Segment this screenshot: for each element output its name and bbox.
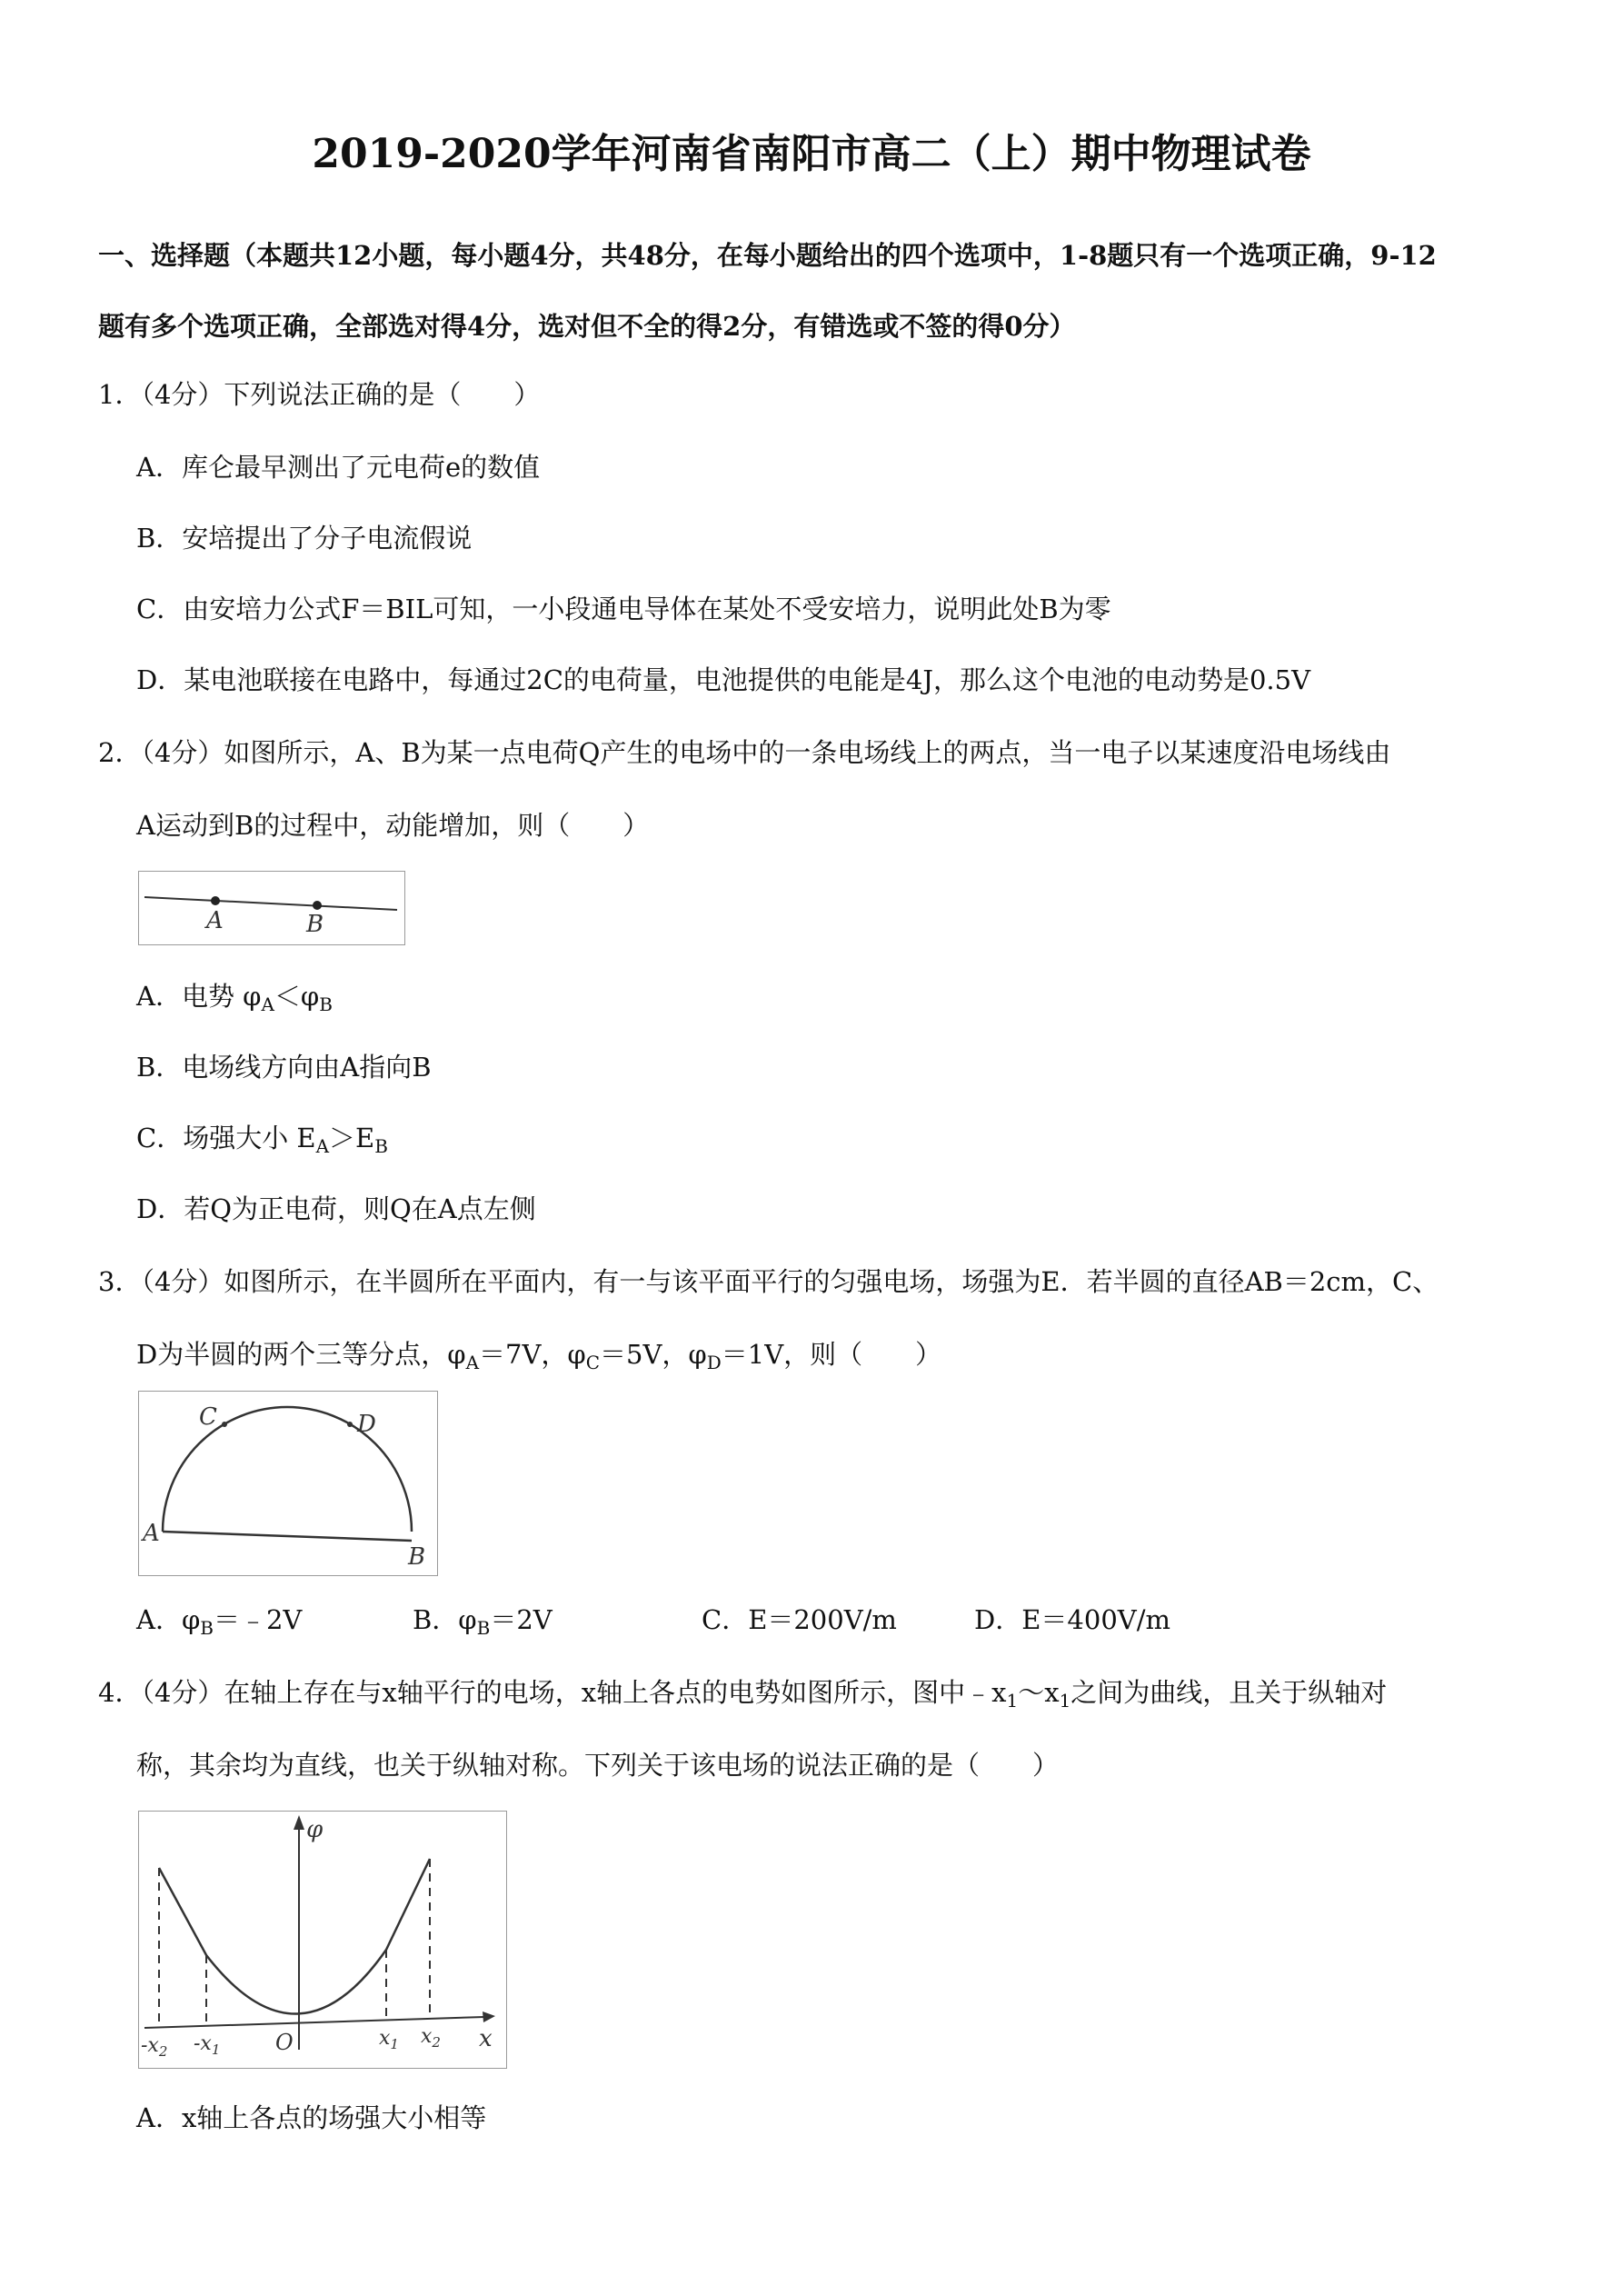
- q2-a-text: A．电势 φ: [136, 981, 262, 1012]
- tick-minus-x1-text: -x: [194, 2032, 212, 2055]
- q2-stem-line-1: 2．（4分）如图所示，A、B为某一点电荷Q产生的电场中的一条电场线上的两点，当一电子以某速度沿电场线由: [98, 737, 1391, 768]
- q2-c-sub-1: A: [315, 1135, 330, 1157]
- q2-a-sub-2: B: [319, 993, 333, 1015]
- q2-field-line-diagram: [139, 872, 404, 944]
- potential-curve: [159, 1859, 430, 2014]
- q1-option-b: B．安培提出了分子电流假说: [136, 523, 473, 554]
- q3-stem-text-3: ＝5V，φ: [600, 1339, 707, 1370]
- q4-stem-sub-1: 1: [1006, 1690, 1019, 1712]
- tick-x1-text: x: [379, 2027, 391, 2050]
- tick-x2: [421, 2025, 441, 2051]
- q1-stem: 1．（4分）下列说法正确的是（ ）: [98, 379, 541, 410]
- point-a-label: A: [206, 907, 224, 934]
- q4-stem-text-1: 4．（4分）在轴上存在与x轴平行的电场，x轴上各点的电势如图所示，图中﹣x: [98, 1677, 1007, 1708]
- tick-x1: [379, 2027, 399, 2052]
- tick-x2-sub: 2: [432, 2034, 441, 2051]
- tick-x1-sub: 1: [390, 2036, 399, 2052]
- q3-option-d: D．E＝400V/m: [974, 1604, 1170, 1635]
- q3-a-text-2: ＝﹣2V: [213, 1604, 303, 1635]
- tick-minus-x2-sub: 2: [158, 2043, 168, 2060]
- q3-a-text: A．φ: [136, 1604, 201, 1635]
- tick-minus-x2: [141, 2034, 167, 2060]
- q3-a-sub: B: [200, 1617, 214, 1639]
- section-line-1: 一、选择题（本题共12小题，每小题4分，共48分，在每小题给出的四个选项中，1-8题只有一个选项正确，9-12: [98, 240, 1437, 271]
- q4-figure-potential-graph: [138, 1811, 507, 2069]
- tick-minus-x1: [194, 2032, 220, 2058]
- point-d-label: D: [357, 1411, 376, 1438]
- q3-b-text: B．φ: [413, 1604, 477, 1635]
- q3-stem-text-1: D为半圆的两个三等分点，φ: [136, 1339, 466, 1370]
- point-a-label: A: [143, 1520, 160, 1547]
- tick-minus-x2-text: -x: [141, 2034, 159, 2057]
- section-line-2: 题有多个选项正确，全部选对得4分，选对但不全的得2分，有错选或不签的得0分）: [98, 311, 1076, 342]
- q2-c-text-2: ＞E: [329, 1123, 375, 1153]
- point-c-label: C: [199, 1403, 217, 1431]
- q2-stem-line-2: A运动到B的过程中，动能增加，则（ ）: [136, 810, 650, 841]
- q3-option-c: C．E＝200V/m: [702, 1604, 897, 1635]
- q2-option-d: D．若Q为正电荷，则Q在A点左侧: [136, 1193, 536, 1224]
- q3-figure-semicircle: [138, 1391, 438, 1576]
- point-b-label: B: [306, 911, 324, 938]
- q3-semicircle-diagram: [139, 1392, 437, 1575]
- q3-b-sub: B: [476, 1617, 491, 1639]
- q4-stem-text-2: ～x: [1018, 1677, 1060, 1708]
- q2-option-b: B．电场线方向由A指向B: [136, 1052, 432, 1083]
- phi-axis-label: φ: [306, 1816, 324, 1843]
- q3-option-a: [136, 1602, 302, 1638]
- q3-stem-sub-c: C: [585, 1352, 601, 1373]
- q2-option-c: [136, 1120, 388, 1156]
- point-b-label: B: [408, 1543, 426, 1571]
- point-c-dot: [222, 1422, 227, 1427]
- tick-minus-x1-sub: 1: [211, 2041, 221, 2058]
- q3-stem-line-2: [136, 1336, 941, 1373]
- q2-option-a: [136, 978, 333, 1014]
- q4-stem-line-1: [98, 1674, 1387, 1711]
- q3-stem-text-2: ＝7V，φ: [479, 1339, 586, 1370]
- q4-potential-graph: [139, 1812, 506, 2068]
- q3-stem-line-1: 3．（4分）如图所示，在半圆所在平面内，有一与该平面平行的匀强电场，场强为E．若半圆的直径AB＝2cm，C、: [98, 1266, 1439, 1297]
- q1-option-c: C．由安培力公式F＝BIL可知，一小段通电导体在某处不受安培力，说明此处B为零: [136, 594, 1111, 624]
- x-axis: [144, 2017, 484, 2028]
- q1-option-a: A．库仑最早测出了元电荷e的数值: [136, 452, 541, 483]
- q1-option-d: D．某电池联接在电路中，每通过2C的电荷量，电池提供的电能是4J，那么这个电池的电动势是0.5V: [136, 664, 1311, 695]
- q3-stem-sub-a: A: [465, 1352, 480, 1373]
- x-axis-label: x: [479, 2025, 493, 2052]
- q4-stem-text-3: 之间为曲线，且关于纵轴对: [1070, 1677, 1388, 1708]
- q3-stem-sub-d: D: [706, 1352, 722, 1373]
- tick-x2-text: x: [421, 2025, 433, 2048]
- q2-a-text-2: ＜φ: [274, 981, 320, 1012]
- q4-option-a: A．x轴上各点的场强大小相等: [136, 2102, 487, 2133]
- exam-title: 2019-2020学年河南省南阳市高二（上）期中物理试卷: [312, 131, 1311, 177]
- q3-option-b: [413, 1602, 553, 1638]
- diameter-ab: [163, 1532, 412, 1541]
- q2-c-text: C．场强大小 E: [136, 1123, 316, 1153]
- field-line: [144, 897, 397, 910]
- x-axis-arrow: [483, 2011, 495, 2022]
- q2-figure-field-line: [138, 871, 405, 945]
- q3-b-text-2: ＝2V: [490, 1604, 553, 1635]
- point-b-dot: [313, 901, 322, 910]
- point-d-dot: [347, 1422, 353, 1427]
- point-a-dot: [211, 896, 220, 905]
- q2-c-sub-2: B: [374, 1135, 388, 1157]
- q2-a-sub-1: A: [261, 993, 274, 1015]
- origin-label: O: [275, 2030, 294, 2055]
- section-instructions: [98, 220, 1552, 362]
- q4-stem-sub-2: 1: [1059, 1690, 1071, 1712]
- q3-stem-text-4: ＝1V，则（ ）: [721, 1339, 942, 1370]
- q4-stem-line-2: 称，其余均为直线，也关于纵轴对称。下列关于该电场的说法正确的是（ ）: [136, 1750, 1060, 1781]
- phi-axis-arrow: [294, 1815, 304, 1830]
